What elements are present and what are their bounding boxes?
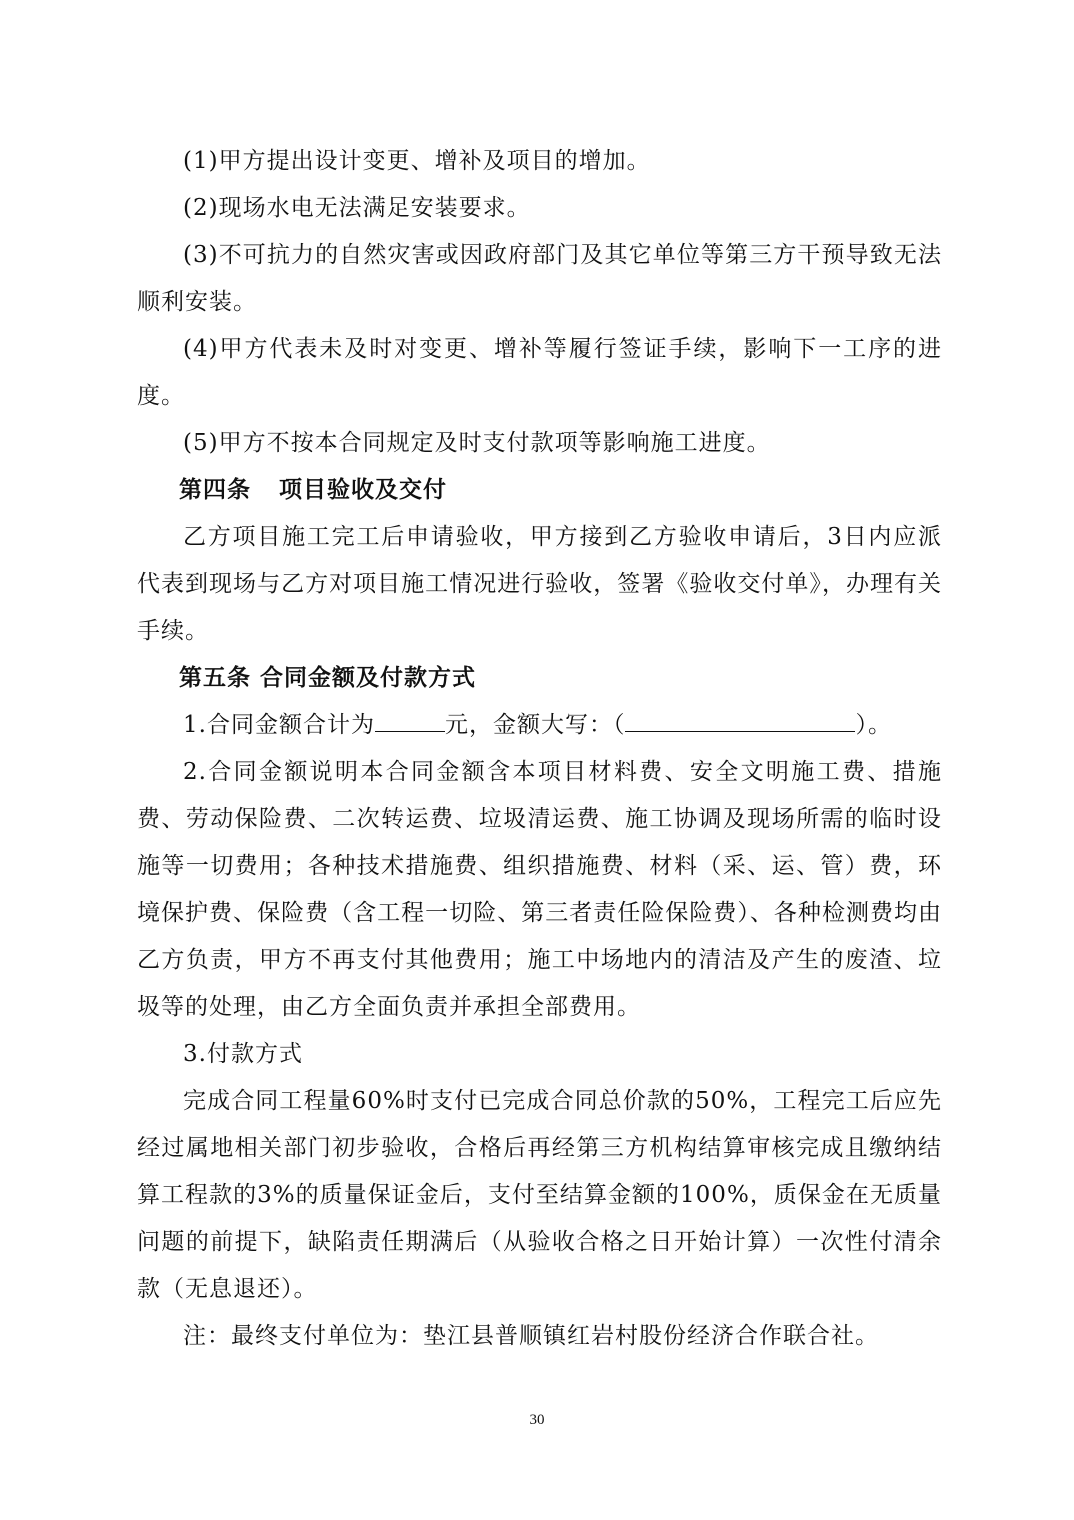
- clause-1-end: ）。: [855, 712, 892, 738]
- amount-words-blank: [625, 709, 855, 732]
- delay-item-4: (4)甲方代表未及时对变更、增补等履行签证手续，影响下一工序的进度。: [137, 336, 942, 409]
- article-5-clause-3-body: 完成合同工程量60%时支付已完成合同总价款的50%，工程完工后应先经过属地相关部门初步验收，合格后再经第三方机构结算审核完成且缴纳结算工程款的3%的质量保证金后，支付至结算金额的100%，质保金在无质量问题的前提下，缺陷责任期满后（从验收合格之日开始计算）一次性付清余款（无息退还）。: [137, 1088, 942, 1302]
- page-number: 30: [529, 1412, 545, 1428]
- delay-item-3: (3)不可抗力的自然灾害或因政府部门及其它单位等第三方干预导致无法顺利安装。: [137, 242, 942, 315]
- article-4-number: 第四条: [179, 477, 251, 503]
- article-4-body: 乙方项目施工完工后申请验收，甲方接到乙方验收申请后，3日内应派代表到现场与乙方对项目施工情况进行验收，签署《验收交付单》，办理有关手续。: [137, 524, 942, 644]
- delay-item-1: (1)甲方提出设计变更、增补及项目的增加。: [183, 148, 651, 174]
- article-4-heading: [137, 467, 942, 514]
- article-5-clause-3-title: 3.付款方式: [183, 1041, 303, 1067]
- delay-item-2: (2)现场水电无法满足安装要求。: [183, 195, 531, 221]
- article-5-heading: 第五条 合同金额及付款方式: [179, 665, 477, 691]
- article-5-clause-2: 2.合同金额说明本合同金额含本项目材料费、安全文明施工费、措施费、劳动保险费、二次转运费、垃圾清运费、施工协调及现场所需的临时设施等一切费用；各种技术措施费、组织措施费、材料（采、运、管）费，环境保护费、保险费（含工程一切险、第三者责任险保险费）、各种检测费均由乙方负责，甲方不再支付其他费用；施工中场地内的清洁及产生的废渣、垃圾等的处理，由乙方全面负责并承担全部费用。: [137, 759, 942, 1020]
- article-5-clause-1: [137, 702, 942, 749]
- clause-1-middle: 元，金额大写：（: [444, 712, 626, 738]
- article-4-title: 项目验收及交付: [279, 477, 447, 503]
- amount-blank: [375, 709, 445, 732]
- clause-1-label: 1.合同金额合计为: [183, 712, 375, 738]
- payment-note: 注：最终支付单位为：垫江县普顺镇红岩村股份经济合作联合社。: [183, 1323, 879, 1349]
- delay-item-5: (5)甲方不按本合同规定及时支付款项等影响施工进度。: [183, 430, 771, 456]
- document-body: [137, 138, 942, 1360]
